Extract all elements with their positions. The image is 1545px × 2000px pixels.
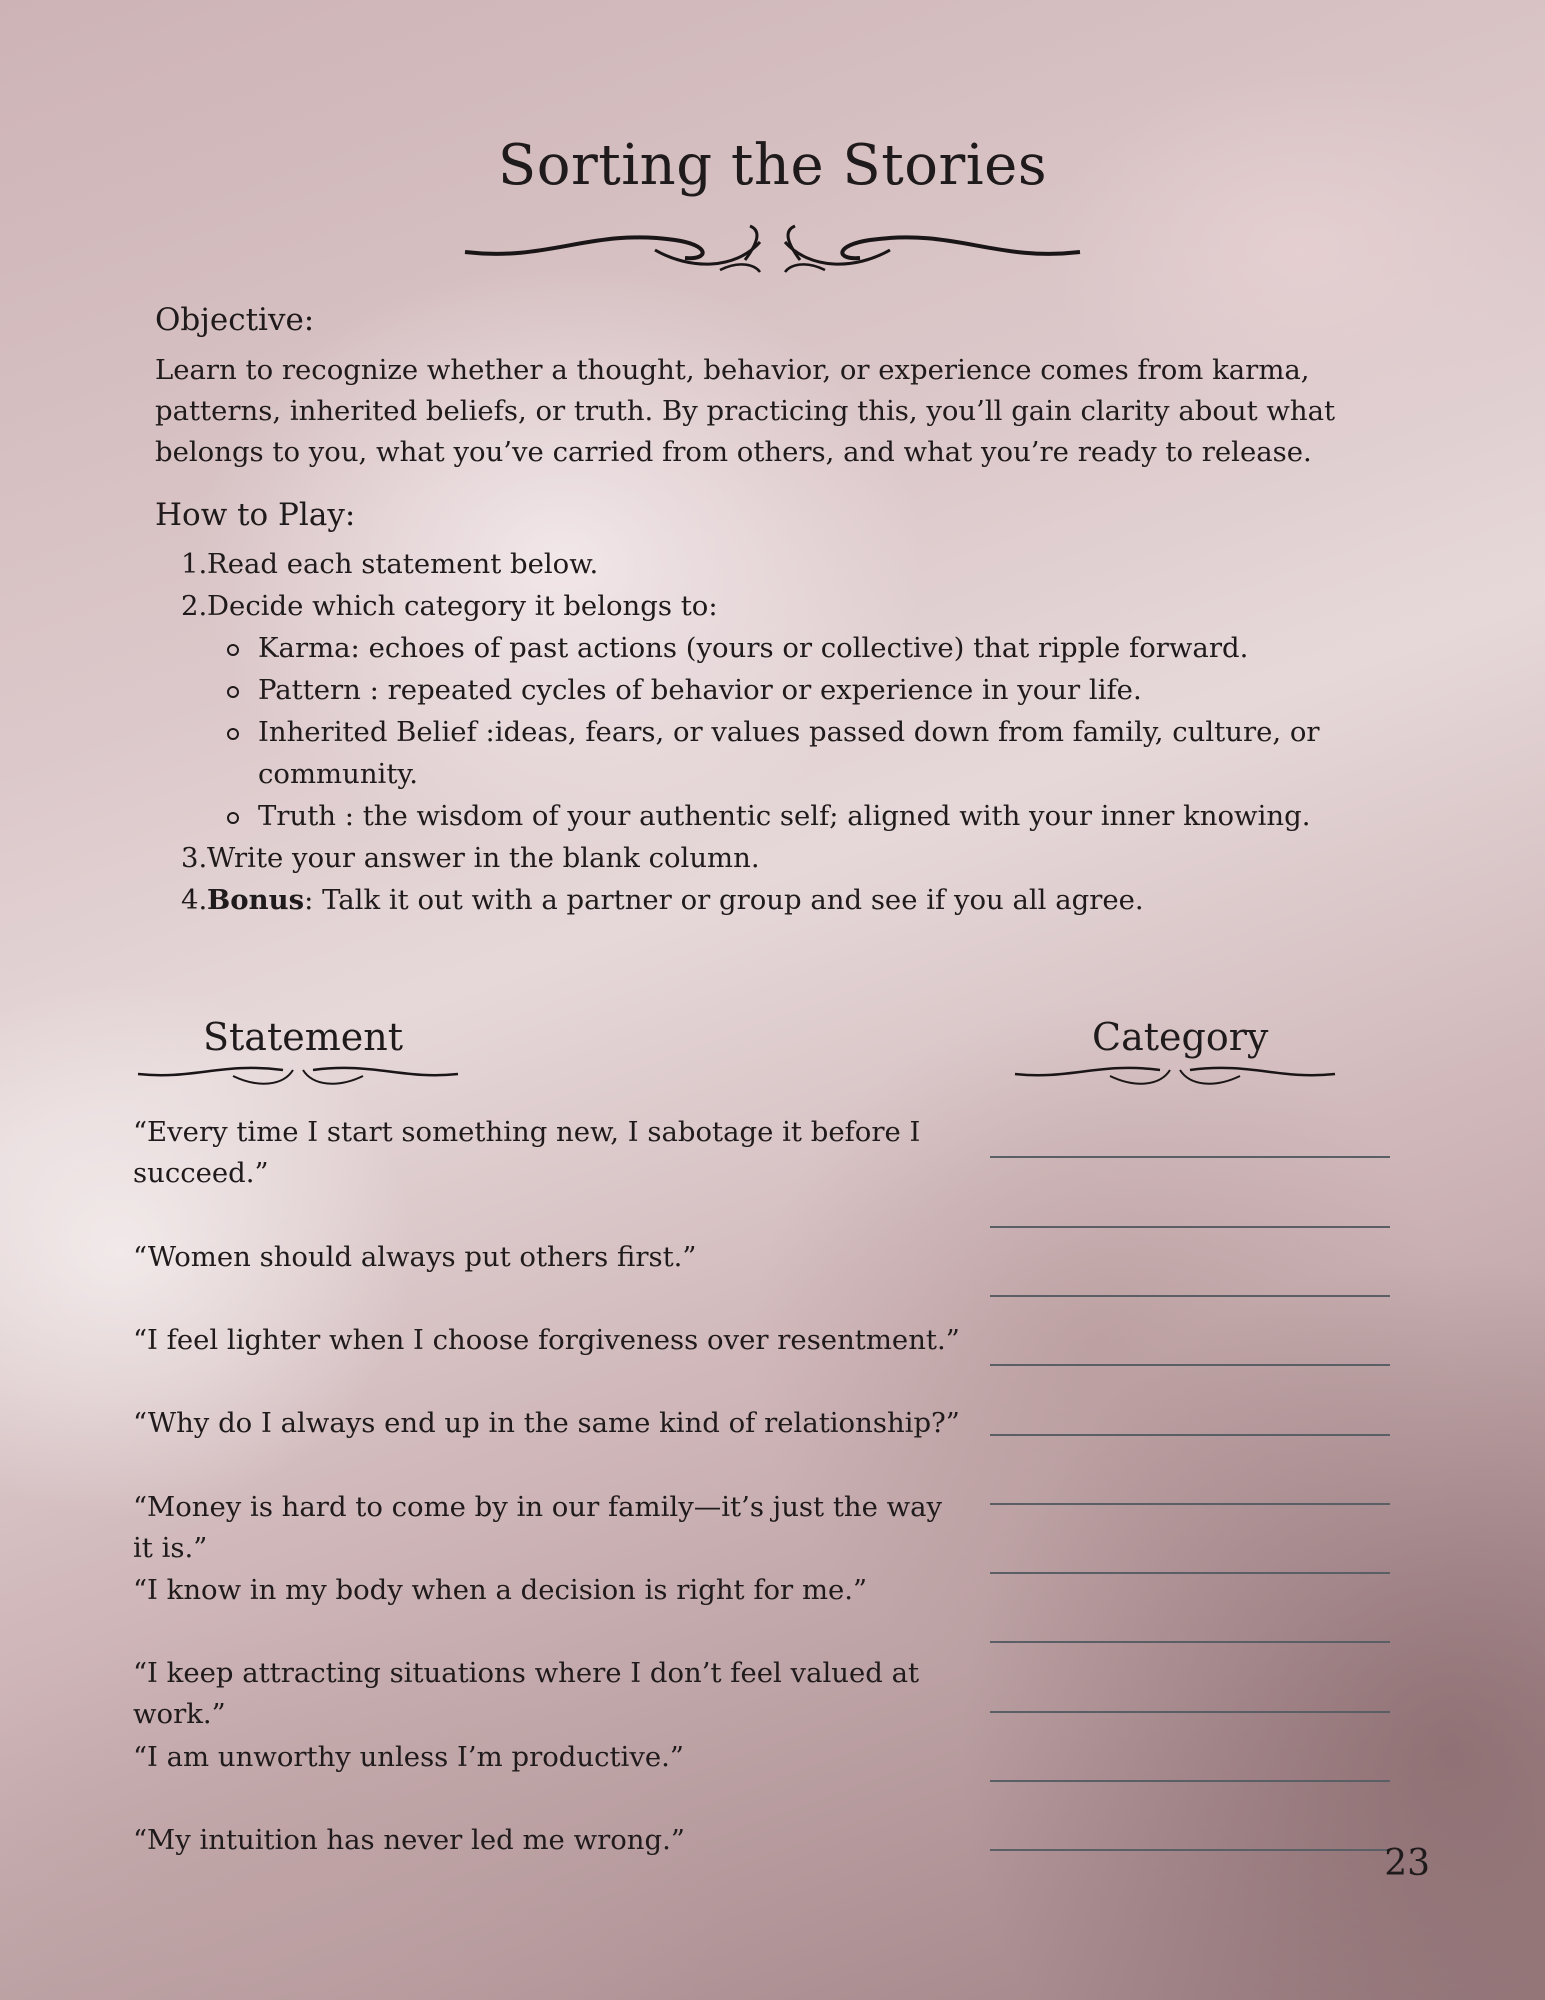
circle-bullet-icon [227, 728, 239, 740]
category-answer-line[interactable] [990, 1295, 1390, 1297]
statement-text: “I keep attracting situations where I don’t feel valued at work.” [133, 1657, 920, 1730]
statement-text: “Every time I start something new, I sabotage it before I succeed.” [133, 1116, 921, 1189]
category-column-heading: Category [1092, 1015, 1269, 1059]
category-answer-line[interactable] [990, 1780, 1390, 1782]
category-text: Truth : the wisdom of your authentic self; aligned with your inner knowing. [258, 800, 1311, 832]
list-item [155, 795, 1385, 837]
category-answer-line[interactable] [990, 1156, 1390, 1158]
circle-bullet-icon [227, 644, 239, 656]
category-answer-line[interactable] [990, 1711, 1390, 1713]
how-to-play-heading: How to Play: [155, 497, 356, 533]
category-answer-line[interactable] [990, 1503, 1390, 1505]
circle-bullet-icon [227, 686, 239, 698]
step-text: Read each statement below. [207, 548, 599, 580]
ornamental-divider-icon [1010, 1060, 1340, 1090]
category-answer-line[interactable] [990, 1434, 1390, 1436]
step-text: Decide which category it belongs to: [207, 590, 718, 622]
bonus-label: Bonus [207, 884, 305, 916]
statement-text: “My intuition has never led me wrong.” [133, 1824, 685, 1856]
category-answer-line[interactable] [990, 1364, 1390, 1366]
statement-text: “I am unworthy unless I’m productive.” [133, 1741, 684, 1773]
list-item [155, 879, 1385, 921]
category-answer-line[interactable] [990, 1849, 1390, 1851]
step-number: 3. [181, 842, 208, 874]
list-item [155, 669, 1385, 711]
objective-text: Learn to recognize whether a thought, behavior, or experience comes from karma, patterns, inherited beliefs, or truth. By practicing this, you’ll gain clarity about what belongs to you, what you’ve carried from others, and what you’re ready to release. [155, 354, 1336, 468]
ornamental-divider-icon [460, 220, 1085, 280]
step-number: 1. [181, 548, 208, 580]
page-title: Sorting the Stories [497, 133, 1048, 198]
category-list [155, 627, 1385, 837]
step-text: : Talk it out with a partner or group and see if you all agree. [304, 884, 1144, 916]
ornamental-divider-icon [133, 1060, 463, 1090]
step-number: 2. [181, 590, 208, 622]
statement-text: “Women should always put others first.” [133, 1241, 697, 1273]
list-item [155, 543, 1385, 585]
statement-text: “I know in my body when a decision is right for me.” [133, 1574, 868, 1606]
step-text: Write your answer in the blank column. [207, 842, 760, 874]
circle-bullet-icon [227, 812, 239, 824]
category-text: Pattern : repeated cycles of behavior or experience in your life. [258, 674, 1142, 706]
list-item [155, 585, 1385, 627]
category-answer-line[interactable] [990, 1641, 1390, 1643]
list-item [155, 837, 1385, 879]
category-text: Karma: echoes of past actions (yours or collective) that ripple forward. [258, 632, 1249, 664]
step-number: 4. [181, 884, 208, 916]
objective-heading: Objective: [155, 302, 315, 338]
list-item [155, 627, 1385, 669]
page-number: 23 [1384, 1843, 1430, 1884]
statement-text: “Why do I always end up in the same kind of relationship?” [133, 1407, 960, 1439]
statement-column-heading: Statement [203, 1015, 403, 1059]
category-list-wrapper [155, 627, 1385, 837]
statement-text: “Money is hard to come by in our family—it’s just the way it is.” [133, 1491, 943, 1564]
category-answer-line[interactable] [990, 1226, 1390, 1228]
category-answer-line[interactable] [990, 1572, 1390, 1574]
statement-text: “I feel lighter when I choose forgiveness over resentment.” [133, 1324, 960, 1356]
category-text: Inherited Belief :ideas, fears, or values passed down from family, culture, or community. [258, 716, 1320, 790]
list-item [155, 711, 1385, 795]
instructions-list [155, 543, 1385, 921]
